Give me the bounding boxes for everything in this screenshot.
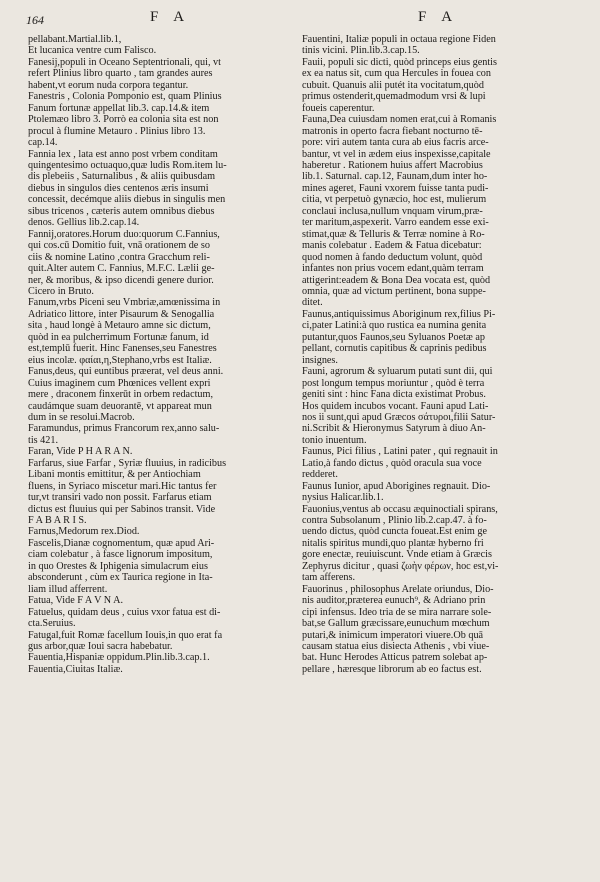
entry-line: cta.Seruius. — [28, 618, 76, 630]
dictionary-entry — [28, 366, 290, 423]
entry-line: Cicero in Bruto. — [28, 285, 94, 297]
entry-line: Faramundus, primus Francorum rex,anno salu- — [28, 423, 220, 435]
entry-line: dictus est fluuius qui per Sabinos transit. Vide — [28, 503, 216, 515]
entry-line: caudámque suam deuorantē, vt appareat mun — [28, 400, 212, 412]
entry-line: gus arbor,quæ Ioui sacra habebatur. — [28, 641, 173, 653]
entry-line: Ptolemæo libro 3. Porrò ea colonia sita est non — [28, 114, 219, 126]
entry-line: putari,& inimicum imperatori viuere.Ob quā — [302, 629, 484, 641]
entry-line: sibus tricenos , cæteris autem omnibus diebus — [28, 205, 215, 217]
entry-line: quingentesimo octuaquo,quæ ludis Rom.item lu- — [28, 159, 227, 171]
entry-line: citia, vt perpetuò gynæcio, hoc est, mulierum — [302, 194, 487, 206]
entry-line: Fanesij,populi in Oceano Septentrionali, qui, vt — [28, 56, 221, 68]
entry-line: geniti sint : hinc Fana dicta existimat Probus. — [302, 389, 486, 401]
entry-line: Fauorinus , philosophus Arelate oriundus, Dio- — [302, 583, 494, 595]
entry-line: Fatua, Vide F A V N A. — [28, 595, 124, 607]
entry-line: tam afferens. — [302, 572, 355, 584]
entry-line: mines ageret, Fauni vxorem fuisse tanta pudi- — [302, 182, 489, 194]
entry-line: infantes non prius vocem edant,quàm terram — [302, 263, 484, 275]
entry-line: concessit, decémque aliis diebus in singulis men — [28, 194, 226, 206]
dictionary-entry — [302, 504, 564, 584]
left-column — [28, 34, 290, 675]
entry-line: dum in se resolui.Macrob. — [28, 411, 135, 423]
entry-line: ditet. — [302, 297, 323, 309]
dictionary-entry — [28, 595, 290, 606]
entry-line: quòd in ea pulcherrimum Fortunæ fanum, id — [28, 331, 209, 343]
entry-line: nos ii sunt,qui apud Græcos σάτυροι,filii Satur- — [302, 411, 496, 423]
dictionary-entry — [28, 149, 290, 229]
entry-line: cubuit. Quanuis alii putét ita vocitatum,quòd — [302, 79, 484, 91]
entry-line: ni.Scribit & Hieronymus Satyrum à diuo An- — [302, 423, 486, 435]
running-header — [0, 0, 600, 30]
dictionary-entry — [302, 584, 564, 676]
dictionary-entry — [28, 526, 290, 537]
entry-line: Fanestris , Colonia Pomponio est, quam Plinius — [28, 91, 222, 103]
entry-line: Fanum fortunæ appellat lib.3. cap.14.& item — [28, 102, 210, 114]
entry-line: diebus in singulos dies centenos æris insumi — [28, 182, 209, 194]
entry-line: Fauentia,Ciuitas Italiæ. — [28, 663, 123, 675]
entry-line: manis colebatur . Eadem & Fatua dicebatur: — [302, 240, 482, 252]
dictionary-entry — [28, 57, 290, 91]
entry-line: post longum tempus moriuntur , quòd è terra — [302, 377, 485, 389]
entry-line: lib.1. Saturnal. cap.12, Faunam,dum inter ho- — [302, 171, 488, 183]
entry-line: tinis vicini. Plin.lib.3.cap.15. — [302, 45, 420, 57]
entry-line: Fauna,Dea cuiusdam nomen erat,cui à Romanis — [302, 114, 497, 126]
entry-line: fluens, in Syriaco miscetur mari.Hic tantus fer — [28, 480, 217, 492]
dictionary-entry — [302, 366, 564, 446]
dictionary-entry — [28, 229, 290, 298]
header-letters-left: F A — [150, 9, 191, 25]
entry-line: attigerint:eadem & Bona Dea vocata est, quòd — [302, 274, 491, 286]
dictionary-entry — [302, 114, 564, 309]
entry-line: matronis in operto facra fiebant nocturno tē- — [302, 125, 483, 137]
dictionary-entry — [28, 423, 290, 446]
entry-line: liam illud afferrent. — [28, 583, 108, 595]
entry-line: ciam colebatur , à fasce lignorum impositum, — [28, 549, 213, 561]
entry-line: ciis & nomine Latino ,contra Gracchum reli- — [28, 251, 210, 263]
entry-line: Adriatico littore, inter Pisaurum & Senogallia — [28, 308, 215, 320]
entry-line: Fatuelus, quidam deus , cuius vxor fatua est di- — [28, 606, 221, 618]
entry-line: Fannij,oratores.Horum duo:quorum C.Fannius, — [28, 228, 220, 240]
entry-line: Fanum,vrbs Piceni seu Vmbriæ,amœnissima in — [28, 297, 221, 309]
entry-line: habent,vt eorum nuda corpora tegantur. — [28, 79, 189, 91]
header-letters-right: F A — [418, 9, 459, 25]
dictionary-entry — [28, 664, 290, 675]
entry-line: Faunus Iunior, apud Aborigines regnauit. Dio- — [302, 480, 491, 492]
entry-line: F A B A R I S. — [28, 515, 87, 527]
entry-line: cipi infensus. Ideo tria de se mira narrare sole- — [302, 606, 492, 618]
entry-line: insignes. — [302, 354, 338, 366]
entry-line: redderet. — [302, 469, 338, 481]
entry-line: Farnus,Medorum rex.Diod. — [28, 526, 140, 538]
entry-line: Fascelis,Dianæ cognomentum, quæ apud Ari- — [28, 537, 215, 549]
dictionary-entry — [28, 91, 290, 148]
right-column — [302, 34, 564, 675]
dictionary-entry — [302, 309, 564, 366]
entry-line: absconderunt , cùm ex Taurica regione in Ita- — [28, 572, 213, 584]
entry-line: ex ea natus sit, cum qua Hercules in fouea con — [302, 68, 491, 80]
entry-line: uendo dictus, quòd cuncta foueat.Est enim ge — [302, 526, 488, 538]
dictionary-entry — [28, 538, 290, 595]
entry-line: ci,pater Latini:à quo rustica ea numina genita — [302, 320, 487, 332]
entry-line: Faran, Vide P H A R A N. — [28, 446, 133, 458]
dictionary-entry — [28, 458, 290, 527]
entry-line: refert Plinius libro quarto , tam grandes aures — [28, 68, 213, 80]
entry-line: tonio inuentum. — [302, 434, 367, 446]
dictionary-entry — [28, 652, 290, 663]
entry-line: nysius Halicar.lib.1. — [302, 492, 384, 504]
entry-line: sita , haud longè à Metauro amne sic dictum, — [28, 320, 211, 332]
entry-line: Hos quidem incubos vocant. Fauni apud Lati- — [302, 400, 489, 412]
dictionary-entry — [28, 34, 290, 57]
entry-line: Fauentia,Hispaniæ oppidum.Plin.lib.3.cap.1. — [28, 652, 210, 664]
entry-line: bat,se Gallum græcissare,eunuchum mœchum — [302, 618, 490, 630]
entry-line: est,templū fuerit. Hinc Fanenses,seu Fanestres — [28, 343, 217, 355]
entry-line: Farfarus, siue Farfar , Syriæ fluuius, in radicibus — [28, 457, 227, 469]
dictionary-entry — [302, 446, 564, 480]
entry-line: causam statua eius disiecta Athenis , vbi viue- — [302, 641, 490, 653]
entry-line: Fauni, agrorum & syluarum putati sunt dii, qui — [302, 366, 493, 378]
dictionary-entry — [302, 481, 564, 504]
entry-line: stimat,quæ & Telluris & Terræ nomine à Ro- — [302, 228, 485, 240]
entry-line: dis plebeiis , Saturnalibus , & aliis quibusdam — [28, 171, 216, 183]
entry-line: in quo Orestes & Iphigenia simulacrum eius — [28, 560, 208, 572]
entry-line: conclaui inclusa,nullum vnquam virum,præ- — [302, 205, 483, 217]
entry-line: cap.14. — [28, 137, 58, 149]
entry-line: quit.Alter autem C. Fannius, M.F.C. Lælii ge- — [28, 263, 215, 275]
entry-line: Latio,à fando dictus , quòd oracula sua voce — [302, 457, 482, 469]
entry-line: pellant, cornutis capitibus & caprinis pedibus — [302, 343, 487, 355]
entry-line: Faunus, Pici filius , Latini pater , qui regnauit in — [302, 446, 498, 458]
entry-line: Et lucanica ventre cum Falisco. — [28, 45, 157, 57]
entry-line: Cuius imaginem cum Phœnices vellent expri — [28, 377, 211, 389]
entry-line: mere , draconem finxerūt in orbem redactum, — [28, 389, 213, 401]
entry-line: putantur,quos Faunos,seu Syluanos Poetæ ap — [302, 331, 485, 343]
dictionary-entry — [28, 630, 290, 653]
entry-line: Fanus,deus, qui euntibus præerat, vel deus anni. — [28, 366, 224, 378]
entry-line: Fannia lex , lata est anno post vrbem conditam — [28, 148, 218, 160]
entry-line: omnia, quæ ad victum pertinent, bona suppe- — [302, 285, 486, 297]
entry-line: nis auditor,præterea eunuch⁹, & Adriano prin — [302, 595, 486, 607]
entry-line: Faunus,antiquissimus Aboriginum rex,filius Pi- — [302, 308, 496, 320]
entry-line: pore: viri autem tanta cura ab eius facris arce- — [302, 137, 489, 149]
page-number: 164 — [26, 13, 44, 27]
entry-line: foueis caperentur. — [302, 102, 375, 114]
entry-line: ner, & moribus, & ipso dicendi genere durior. — [28, 274, 214, 286]
entry-line: bantur, vt vel in ædem eius inspexisse,capitale — [302, 148, 491, 160]
entry-line: qui cos.cū Domitio fuit, vnā orationem de so — [28, 240, 210, 252]
entry-line: Zephyrus dicitur , quasi ζωὴν φέρων, hoc est,vi- — [302, 560, 499, 572]
entry-line: contra Subsolanum , Plinio lib.2.cap.47. à fo- — [302, 515, 487, 527]
entry-line: gore enectæ, reuiuiscunt. Vnde etiam à Græcis — [302, 549, 492, 561]
entry-line: Fauii, populi sic dicti, quòd princeps eius gentis — [302, 56, 497, 68]
entry-line: Fauonius,ventus ab occasu æquinoctiali spirans, — [302, 503, 498, 515]
entry-line: pellare , hæresque librorum ab eo factus est. — [302, 663, 482, 675]
entry-line: Fatugal,fuit Romæ facellum Iouis,in quo erat fa — [28, 629, 223, 641]
entry-line: denos. Gellius lib.2.cap.14. — [28, 217, 140, 229]
entry-line: pellabant.Martial.lib.1, — [28, 34, 122, 45]
entry-line: tis 421. — [28, 434, 59, 446]
dictionary-entry — [28, 446, 290, 457]
entry-line: Libani montis emittitur, & per Antiochiam — [28, 469, 201, 481]
dictionary-entry — [28, 297, 290, 366]
entry-line: eius incolæ. φαίαι,η,Stephano,vrbs est Italiæ. — [28, 354, 212, 366]
dictionary-entry — [302, 34, 564, 57]
entry-line: procul à flumine Metauro . Plinius libro 13. — [28, 125, 206, 137]
entry-line: nitalis spiritus mundi,quo plantæ hyberno fri — [302, 537, 484, 549]
entry-line: quod nomen à fando deductum volunt, quòd — [302, 251, 483, 263]
dictionary-entry — [28, 607, 290, 630]
dictionary-entry — [302, 57, 564, 114]
entry-line: haberetur . Rationem huius affert Macrobius — [302, 159, 483, 171]
entry-line: bat. Hunc Herodes Atticus patrem solebat ap- — [302, 652, 488, 664]
entry-line: Fauentini, Italiæ populi in octaua regione Fiden — [302, 34, 496, 45]
entry-line: ter maritum,aspexerit. Varro eandem esse exi- — [302, 217, 489, 229]
entry-line: primus ostenderit,quemadmodum vrsi & lupi — [302, 91, 486, 103]
entry-line: tur,vt transiri vado non possit. Farfarus etiam — [28, 492, 212, 504]
